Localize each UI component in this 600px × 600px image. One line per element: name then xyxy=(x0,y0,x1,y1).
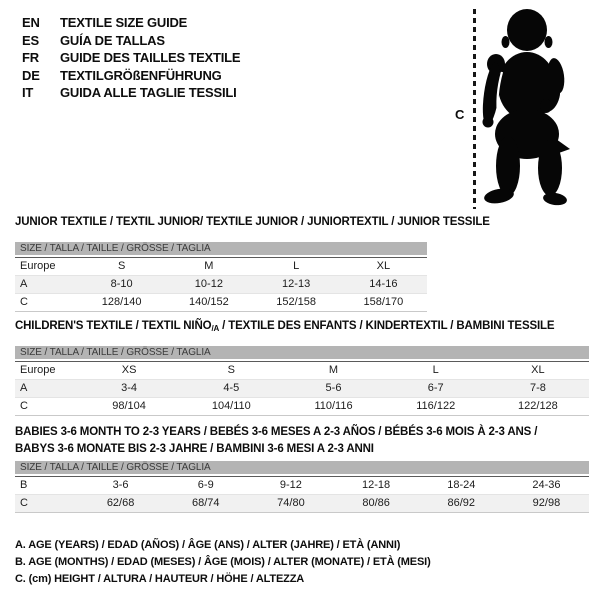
babies-textile-table xyxy=(15,424,589,513)
height-cell: 116/122 xyxy=(416,400,456,412)
table-title-subscript: /A xyxy=(211,324,220,333)
row-label: A xyxy=(20,382,28,394)
table-row-height xyxy=(15,494,589,512)
age-cell: 6-9 xyxy=(197,479,214,491)
table-title-line1: BABIES 3-6 MONTH TO 2-3 YEARS / BEBÉS 3-6 MESES A 2-3 AÑOS / BÉBÉS 3-6 MOIS À 2-3 ANS / xyxy=(15,426,538,438)
language-code: DE xyxy=(22,67,40,83)
age-cell: 10-12 xyxy=(194,278,223,290)
age-cell: 6-7 xyxy=(427,382,444,394)
language-code: ES xyxy=(22,32,39,48)
table-row-height xyxy=(15,293,427,311)
height-cell: 152/158 xyxy=(276,296,316,308)
language-row-es xyxy=(22,32,240,50)
height-cell: 104/110 xyxy=(211,400,251,412)
row-label: B xyxy=(20,479,28,491)
table-row-age-months xyxy=(15,477,589,494)
language-title: GUIDA ALLE TAGLIE TESSILI xyxy=(60,85,237,100)
age-cell: 14-16 xyxy=(369,278,398,290)
row-label: A xyxy=(20,278,28,290)
table-title xyxy=(15,424,589,458)
size-header-bar: SIZE / TALLA / TAILLE / GRÖSSE / TAGLIA xyxy=(15,461,589,474)
footnote-height-cm: C. (cm) HEIGHT / ALTURA / HAUTEUR / HÖHE / ALTEZZA xyxy=(15,573,305,586)
language-code: IT xyxy=(22,85,34,100)
height-cell: 140/152 xyxy=(188,296,229,308)
row-label: C xyxy=(20,296,28,308)
junior-textile-table xyxy=(15,215,490,312)
language-list xyxy=(22,14,240,102)
height-cell: 122/128 xyxy=(518,400,558,412)
language-title: GUIDE DES TAILLES TEXTILE xyxy=(60,50,241,65)
height-cell: 110/116 xyxy=(314,400,353,412)
footnote-age-months: B. AGE (MONTHS) / EDAD (MESES) / ÂGE (MOIS) / ALTER (MONATE) / ETÀ (MESI) xyxy=(15,556,431,569)
age-cell: 12-18 xyxy=(362,479,391,491)
row-label: Europe xyxy=(20,364,56,376)
language-row-fr xyxy=(22,49,240,67)
size-cell: L xyxy=(432,364,439,376)
age-cell: 7-8 xyxy=(529,382,546,394)
size-cell: M xyxy=(204,260,214,272)
table-rows xyxy=(15,476,589,513)
size-header-bar: SIZE / TALLA / TAILLE / GRÖSSE / TAGLIA xyxy=(15,242,427,255)
size-cell: L xyxy=(293,260,300,272)
language-title: GUÍA DE TALLAS xyxy=(60,32,165,48)
age-cell: 24-36 xyxy=(532,479,561,491)
size-cell: XL xyxy=(376,260,391,272)
height-cell: 128/140 xyxy=(101,296,142,308)
table-row-age xyxy=(15,275,427,293)
language-code: EN xyxy=(22,15,40,30)
table-row-europe xyxy=(15,362,589,379)
table-title-line2: BABYS 3-6 MONATE BIS 2-3 JAHRE / BAMBINI 3-6 MESI A 2-3 ANNI xyxy=(15,443,374,455)
footnotes xyxy=(15,537,431,589)
size-cell: XL xyxy=(531,364,545,376)
language-title: TEXTILGRÖßENFÜHRUNG xyxy=(60,67,222,83)
table-rows xyxy=(15,257,427,312)
row-label: C xyxy=(20,400,28,412)
size-header-bar: SIZE / TALLA / TAILLE / GRÖSSE / TAGLIA xyxy=(15,346,589,359)
age-cell: 4-5 xyxy=(223,382,240,394)
table-title-part2: / TEXTILE DES ENFANTS / KINDERTEXTIL / BAMBINI TESSILE xyxy=(219,320,555,332)
height-cell: 86/92 xyxy=(447,497,476,509)
height-cell: 62/68 xyxy=(106,497,135,509)
height-cell: 68/74 xyxy=(191,497,220,509)
language-row-it xyxy=(22,84,240,102)
age-cell: 3-4 xyxy=(121,382,138,394)
size-cell: S xyxy=(227,364,235,376)
age-cell: 5-6 xyxy=(325,382,342,394)
age-cell: 3-6 xyxy=(112,479,129,491)
height-cell: 80/86 xyxy=(362,497,390,509)
table-title-part1: CHILDREN'S TEXTILE / TEXTIL NIÑO xyxy=(15,320,212,332)
baby-silhouette-icon xyxy=(482,6,576,210)
table-row-europe xyxy=(15,258,427,275)
age-cell: 8-10 xyxy=(110,278,133,290)
height-cell: 98/104 xyxy=(112,400,146,412)
size-cell: M xyxy=(328,364,339,376)
height-measure-label: C xyxy=(455,107,465,122)
language-row-de xyxy=(22,67,240,85)
table-row-age xyxy=(15,379,589,397)
table-row-height xyxy=(15,397,589,415)
age-cell: 9-12 xyxy=(279,479,302,491)
height-cell: 158/170 xyxy=(363,296,404,308)
language-code: FR xyxy=(22,50,39,65)
height-cell: 92/98 xyxy=(532,497,561,509)
language-title: TEXTILE SIZE GUIDE xyxy=(60,15,188,30)
height-cell: 74/80 xyxy=(277,497,305,509)
size-cell: S xyxy=(117,260,126,272)
height-measure-dashed-line xyxy=(473,9,476,209)
table-title: JUNIOR TEXTILE / TEXTIL JUNIOR/ TEXTILE JUNIOR / JUNIORTEXTIL / JUNIOR TESSILE xyxy=(15,216,490,228)
childrens-textile-table xyxy=(15,319,589,416)
row-label: C xyxy=(20,497,28,509)
size-cell: XS xyxy=(121,364,137,376)
footnote-age-years: A. AGE (YEARS) / EDAD (AÑOS) / ÂGE (ANS) / ALTER (JAHRE) / ETÀ (ANNI) xyxy=(15,539,401,551)
table-rows xyxy=(15,361,589,416)
table-title xyxy=(15,319,589,336)
age-cell: 12-13 xyxy=(282,278,311,290)
language-row-en xyxy=(22,14,240,32)
row-label: Europe xyxy=(20,260,56,272)
age-cell: 18-24 xyxy=(447,479,476,491)
